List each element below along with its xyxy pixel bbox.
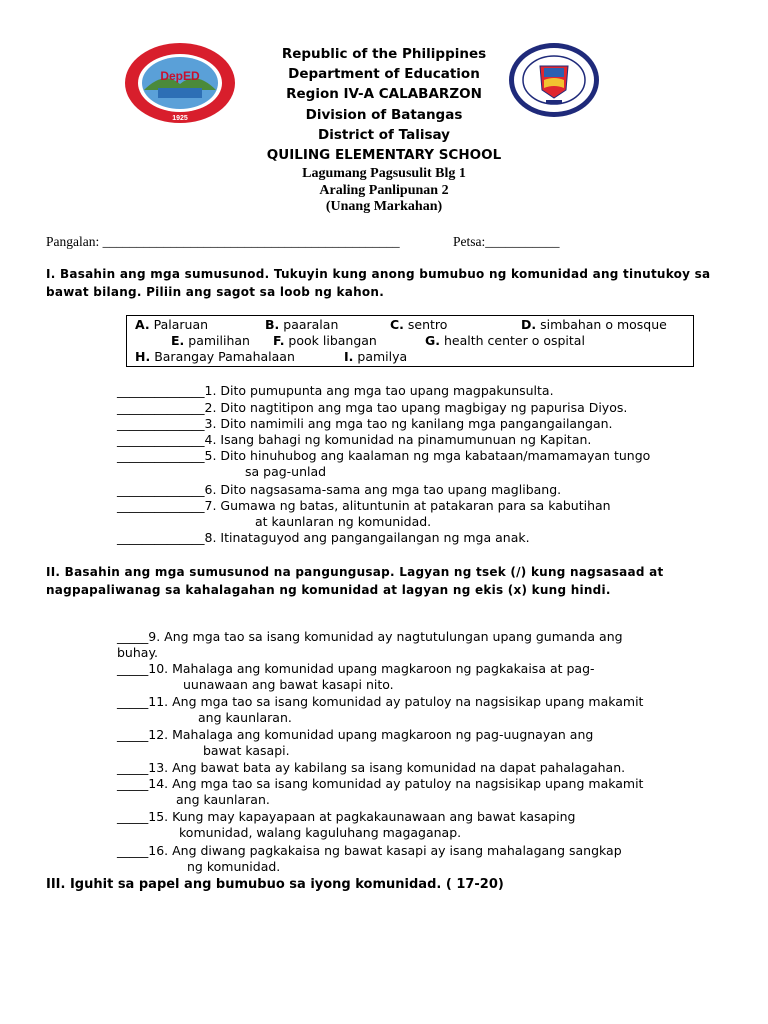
part1-item-2[interactable]: ______________2. Dito nagtitipon ang mga tao upang magbigay ng papurisa Diyos.: [117, 400, 628, 415]
choice-f: F. pook libangan: [273, 333, 377, 348]
part2-item-16-cont: ng komunidad.: [187, 859, 281, 874]
part2-item-15[interactable]: _____15. Kung may kapayapaan at pagkakaunawaan ang bawat kasaping: [117, 809, 576, 824]
part2-item-12-cont: bawat kasapi.: [203, 743, 290, 758]
header-school-name: QUILING ELEMENTARY SCHOOL: [266, 147, 502, 164]
part1-item-7[interactable]: ______________7. Gumawa ng batas, alituntunin at patakaran para sa kabutihan: [117, 498, 611, 513]
part2-item-9-cont: buhay.: [117, 645, 159, 660]
date-field[interactable]: Petsa:___________: [453, 234, 560, 249]
seal-badge-text: DepED: [160, 69, 200, 83]
test-title: Lagumang Pagsusulit Blg 1: [302, 166, 466, 182]
part2-item-12[interactable]: _____12. Mahalaga ang komunidad upang magkaroon ng pag-uugnayan ang: [117, 727, 594, 742]
choice-g: G. health center o ospital: [425, 333, 585, 348]
header-district: District of Talisay: [318, 126, 450, 143]
part1-item-1[interactable]: ______________1. Dito pumupunta ang mga tao upang magpakunsulta.: [117, 383, 554, 398]
document-header: [0, 44, 768, 216]
subject-title: Araling Panlipunan 2: [319, 182, 449, 198]
part1-item-4[interactable]: ______________4. Isang bahagi ng komunidad na pinamumunuan ng Kapitan.: [117, 432, 592, 447]
quarter-title: (Unang Markahan): [325, 199, 443, 215]
seal-year-text: 1925: [172, 115, 188, 122]
part2-instruction: II. Basahin ang mga sumusunod na pangungusap. Lagyan ng tsek (/) kung nagsasaad at nagpapaliwanag sa kahalagahan ng komunidad at lagyan ng ekis (x) kung hindi.: [46, 565, 664, 597]
part2-item-16[interactable]: _____16. Ang diwang pagkakaisa ng bawat kasapi ay isang mahalagang sangkap: [117, 843, 622, 858]
part2-item-14-cont: ang kaunlaran.: [176, 792, 270, 807]
part1-instruction: I. Basahin ang mga sumusunod. Tukuyin kung anong bumubuo ng komunidad ang tinutukoy sa bawat bilang. Piliin ang sagot sa loob ng kahon.: [46, 267, 711, 299]
choice-d: D. simbahan o mosque: [521, 317, 667, 332]
part2-item-11-cont: ang kaunlaran.: [198, 710, 292, 725]
part2-item-14[interactable]: _____14. Ang mga tao sa isang komunidad ay patuloy na nagsisikap upang makamit: [117, 776, 644, 791]
part1-item-5-cont: sa pag-unlad: [245, 464, 327, 479]
choice-c: C. sentro: [390, 317, 448, 332]
choice-i: I. pamilya: [344, 349, 408, 364]
part3-instruction: III. Iguhit sa papel ang bumubuo sa iyong komunidad. ( 17-20): [46, 877, 504, 892]
part1-item-6[interactable]: ______________6. Dito nagsasama-sama ang mga tao upang maglibang.: [117, 482, 562, 497]
part2-item-9[interactable]: _____9. Ang mga tao sa isang komunidad ay nagtutulungan upang gumanda ang: [117, 629, 623, 644]
choice-e: E. pamilihan: [171, 333, 250, 348]
part2-item-10-cont: uunawaan ang bawat kasapi nito.: [183, 677, 394, 692]
choice-h: H. Barangay Pamahalaan: [135, 349, 295, 364]
part2-item-15-cont: komunidad, walang kaguluhang magaganap.: [179, 825, 462, 840]
part1-item-5[interactable]: ______________5. Dito hinuhubog ang kaalaman ng mga kabataan/mamamayan tungo: [117, 448, 651, 463]
choices-box: [126, 315, 694, 367]
choice-a: A. Palaruan: [135, 317, 209, 332]
part1-item-3[interactable]: ______________3. Dito namimili ang mga tao ng kanilang mga pangangailangan.: [117, 416, 613, 431]
part2-item-11[interactable]: _____11. Ang mga tao sa isang komunidad ay patuloy na nagsisikap upang makamit: [117, 694, 644, 709]
header-republic: Republic of the Philippines: [281, 46, 487, 62]
header-region: Region IV-A CALABARZON: [286, 86, 482, 103]
part2-item-13[interactable]: _____13. Ang bawat bata ay kabilang sa isang komunidad na dapat pahalagahan.: [117, 760, 626, 775]
header-department: Department of Education: [288, 66, 480, 83]
name-field[interactable]: Pangalan: ____________________________________________: [46, 234, 400, 249]
part1-item-8[interactable]: ______________8. Itinataguyod ang pangangailangan ng mga anak.: [117, 530, 530, 545]
part2-item-10[interactable]: _____10. Mahalaga ang komunidad upang magkaroon ng pagkakaisa at pag-: [117, 661, 595, 676]
header-division: Division of Batangas: [305, 106, 463, 123]
choice-b: B. paaralan: [265, 317, 339, 332]
part1-item-7-cont: at kaunlaran ng komunidad.: [255, 514, 432, 529]
